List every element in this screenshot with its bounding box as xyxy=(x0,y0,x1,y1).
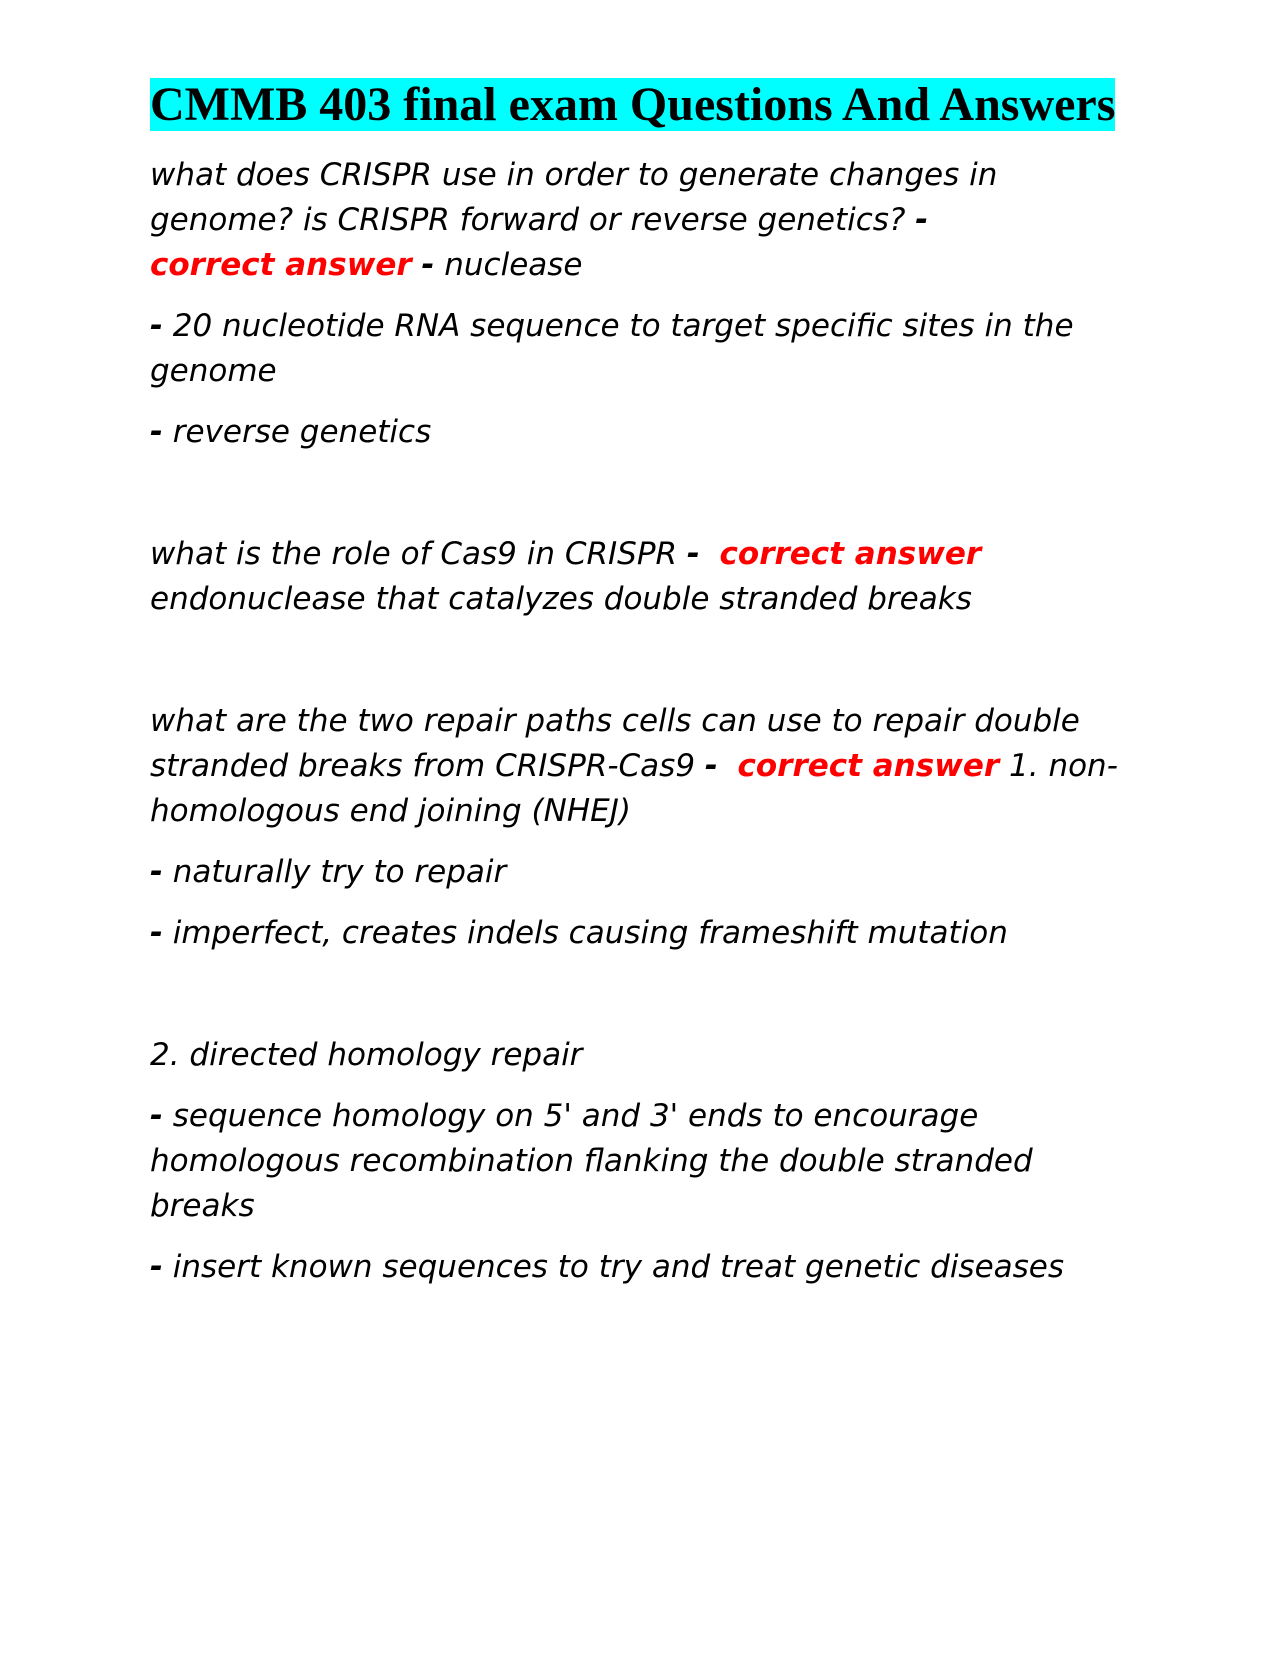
answer-1-text: nuclease xyxy=(444,247,583,283)
title-highlight: CMMB 403 final exam Questions And Answers xyxy=(150,78,1116,131)
answer-3-text: 1. non-homologous end joining (NHEJ) xyxy=(150,748,1118,829)
answer-1-detail-2: - reverse genetics xyxy=(150,414,432,450)
answer-3-continuation-detail-1: - sequence homology on 5' and 3' ends to encourage homologous recombination flanking the double stranded breaks xyxy=(150,1098,1033,1224)
question-1: what does CRISPR use in order to generate changes in genome? is CRISPR forward or reverse genetics? - correct answer - nuclease xyxy=(150,157,998,283)
answer-2-text: endonuclease that catalyzes double stranded breaks xyxy=(150,581,972,617)
answer-3-continuation-heading: 2. directed homology repair xyxy=(150,1037,583,1073)
correct-answer-label-3: correct answer xyxy=(737,748,1000,784)
question-2-text: what is the role of Cas9 in CRISPR xyxy=(150,536,678,572)
correct-answer-label-1: correct answer xyxy=(150,247,412,283)
question-2: what is the role of Cas9 in CRISPR - correct answer endonuclease that catalyzes double stranded breaks xyxy=(150,536,982,617)
answer-3-detail-2: - imperfect, creates indels causing frameshift mutation xyxy=(150,915,1008,951)
correct-answer-label-2: correct answer xyxy=(719,536,982,572)
document-page xyxy=(150,76,1130,1290)
answer-1-detail-1: - 20 nucleotide RNA sequence to target specific sites in the genome xyxy=(150,308,1074,389)
question-3-text: what are the two repair paths cells can use to repair double stranded breaks from CRISPR-Cas9 xyxy=(150,703,1080,784)
answer-3-detail-1: - naturally try to repair xyxy=(150,854,507,890)
answer-3-continuation-detail-2: - insert known sequences to try and treat genetic diseases xyxy=(150,1249,1065,1285)
question-3: what are the two repair paths cells can use to repair double stranded breaks from CRISPR-Cas9 - correct answer 1. non-homologous end joining (NHEJ) xyxy=(150,703,1118,829)
question-1-text: what does CRISPR use in order to generate changes in genome? is CRISPR forward or reverse genetics? xyxy=(150,157,998,238)
document-title xyxy=(150,76,1130,133)
